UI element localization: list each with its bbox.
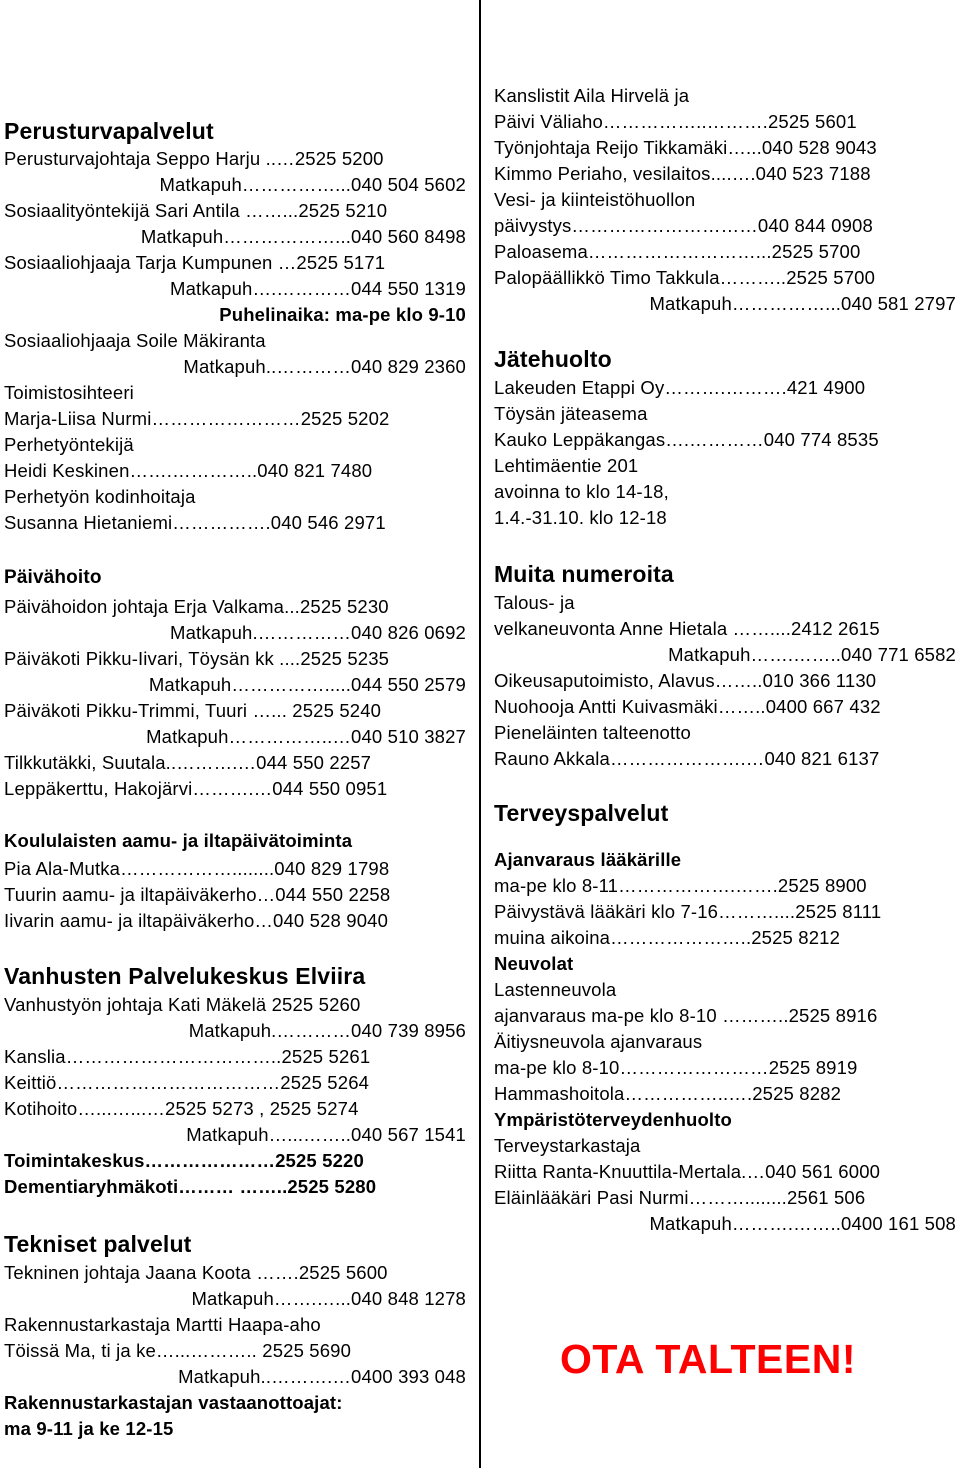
contact-line: Kanslistit Aila Hirvelä ja [494,85,690,106]
contact-line: ajanvaraus ma-pe klo 8-10 ………..2525 8916 [494,1005,878,1026]
subheading-ymparistoterveydenhuolto: Ympäristöterveydenhuolto [494,1109,732,1130]
contact-line: Matkapuh.…………040 739 8956 [188,1020,466,1041]
contact-line: Tuurin aamu- ja iltapäiväkerho…044 550 2258 [4,884,391,905]
contact-line: Riitta Ranta-Knuuttila-Mertala.…040 561 6000 [494,1161,881,1182]
contact-line: muina aikoina…………………..2525 8212 [494,927,841,948]
contact-line: Sosiaaliohjaaja Tarja Kumpunen …2525 5171 [4,252,386,273]
reception-hours: ma 9-11 ja ke 12-15 [4,1418,174,1439]
contact-line: Matkapuh..……….…0400 393 048 [178,1366,466,1387]
contact-line: Matkapuh…...……..040 567 1541 [186,1124,466,1145]
contact-line: Matkapuh……………..…040 510 3827 [146,726,466,747]
contact-line: Äitiysneuvola ajanvaraus [494,1031,703,1052]
contact-line: Matkapuh…….……..040 771 6582 [668,644,956,665]
contact-line: Terveystarkastaja [494,1135,641,1156]
contact-line: Matkapuh.……………040 826 0692 [170,622,466,643]
contact-line: Kanslia……………………………..2525 5261 [4,1046,371,1067]
contact-line: Sosiaaliohjaaja Soile Mäkiranta [4,330,266,351]
contact-line: Rauno Akkala………………….…040 821 6137 [494,748,880,769]
contact-line: Susanna Hietaniemi…………….040 546 2971 [4,512,386,533]
contact-line: Keittiö………………………………2525 5264 [4,1072,370,1093]
contact-line: Perhetyöntekijä [4,434,134,455]
contact-line: Talous- ja [494,592,575,613]
subheading-ajanvaraus: Ajanvaraus lääkärille [494,849,682,870]
contact-line: Perhetyön kodinhoitaja [4,486,196,507]
ota-talteen-notice: OTA TALTEEN! [560,1336,856,1382]
contact-line: Lastenneuvola [494,979,617,1000]
office-hours-note: Puhelinaika: ma-pe klo 9-10 [219,304,466,325]
contact-line: Tilkkutäkki, Suutala..……….…044 550 2257 [4,752,372,773]
contact-line: Eläinlääkäri Pasi Nurmi………........2561 506 [494,1187,866,1208]
section-heading-jatehuolto: Jätehuolto [494,346,612,372]
contact-line: Rakennustarkastaja Martti Haapa-aho [4,1314,321,1335]
contact-line: Matkapuh…………….....044 550 2579 [148,674,466,695]
contact-line: Päiväkoti Pikku-Trimmi, Tuuri …... 2525 5240 [4,700,382,721]
contact-line: Matkapuh…….…...040 848 1278 [191,1288,466,1309]
contact-line: Vanhustyön johtaja Kati Mäkelä 2525 5260 [4,994,361,1015]
contact-line: Hammashoitola……………..….2525 8282 [494,1083,842,1104]
section-heading-muita-numeroita: Muita numeroita [494,561,674,587]
contact-line: Oikeusaputoimisto, Alavus……..010 366 1130 [494,670,877,691]
subheading-neuvolat: Neuvolat [494,953,574,974]
contact-line: Matkapuh..…………040 829 2360 [183,356,466,377]
contact-line: Päiväkoti Pikku-Iivari, Töysän kk ....2525 5235 [4,648,390,669]
contact-line: Toimistosihteeri [4,382,134,403]
contact-line-bold: Dementiaryhmäkoti……… ……..2525 5280 [4,1176,377,1197]
contact-line: Lehtimäentie 201 [494,455,639,476]
contact-line: Matkapuh……………...040 504 5602 [159,174,466,195]
contact-line: Paloasema………………………...2525 5700 [494,241,861,262]
contact-line: Kimmo Periaho, vesilaitos....….040 523 7188 [494,163,871,184]
contact-line: Marja-Liisa Nurmi……………………2525 5202 [4,408,390,429]
contact-line: Matkapuh……………...040 581 2797 [649,293,956,314]
contact-line: Kauko Leppäkangas….…………040 774 8535 [494,429,879,450]
section-heading-perusturvapalvelut: Perusturvapalvelut [4,118,214,144]
contact-line: Työnjohtaja Reijo Tikkamäki…...040 528 9043 [494,137,877,158]
contact-line: 1.4.-31.10. klo 12-18 [494,507,667,528]
contact-line: Matkapuh……….……..0400 161 508 [649,1213,956,1234]
contact-line: avoinna to klo 14-18, [494,481,669,502]
section-heading-tekniset-palvelut: Tekniset palvelut [4,1231,192,1257]
contact-line: Töysän jäteasema [494,403,648,424]
section-heading-paivahoito: Päivähoito [4,567,102,588]
contact-line: Päivystävä lääkäri klo 7-16………....2525 8111 [494,901,882,922]
contact-line: Tekninen johtaja Jaana Koota …….2525 5600 [4,1262,388,1283]
contact-line: velkaneuvonta Anne Hietala ……....2412 2615 [494,618,880,639]
contact-line: Päivi Väliaho……………..……….2525 5601 [494,111,857,132]
section-heading-terveyspalvelut: Terveyspalvelut [494,800,669,826]
contact-line: ma-pe klo 8-11……………….…….2525 8900 [494,875,867,896]
contact-line: Vesi- ja kiinteistöhuollon [494,189,696,210]
section-heading-vanhusten-palvelukeskus: Vanhusten Palvelukeskus Elviira [4,963,366,989]
contact-line: Matkapuh….…………044 550 1319 [170,278,466,299]
contact-line: Kotihoito…...…...…2525 5273 , 2525 5274 [4,1098,359,1119]
contact-line: päivystys…………………………040 844 0908 [494,215,873,236]
column-divider [479,0,481,1468]
contact-line: Nuohooja Antti Kuivasmäki……..0400 667 432 [494,696,881,717]
contact-line: Pia Ala-Mutka………………........040 829 1798 [4,858,390,879]
contact-line: Leppäkerttu, Hakojärvi……….…044 550 0951 [4,778,388,799]
contact-line: ma-pe klo 8-10……………………2525 8919 [494,1057,858,1078]
contact-line: Heidi Keskinen…….…………..040 821 7480 [4,460,373,481]
section-heading-koululaiset: Koululaisten aamu- ja iltapäivätoiminta [4,830,353,851]
contact-line: Pieneläinten talteenotto [494,722,691,743]
contact-line: Päivähoidon johtaja Erja Valkama...2525 5230 [4,596,389,617]
contact-line: Iivarin aamu- ja iltapäiväkerho…040 528 9040 [4,910,389,931]
contact-line: Lakeuden Etappi Oy……….……….421 4900 [494,377,866,398]
contact-line: Perusturvajohtaja Seppo Harju ..…2525 5200 [4,148,384,169]
contact-line-bold: Toimintakeskus…………………2525 5220 [4,1150,364,1171]
contact-line: Töissä Ma, ti ja ke…...……….. 2525 5690 [4,1340,352,1361]
contact-line: Matkapuh………………...040 560 8498 [140,226,466,247]
contact-line: Sosiaalityöntekijä Sari Antila ……...2525 5210 [4,200,388,221]
reception-hours-heading: Rakennustarkastajan vastaanottoajat: [4,1392,343,1413]
contact-line: Palopäällikkö Timo Takkula………..2525 5700 [494,267,876,288]
